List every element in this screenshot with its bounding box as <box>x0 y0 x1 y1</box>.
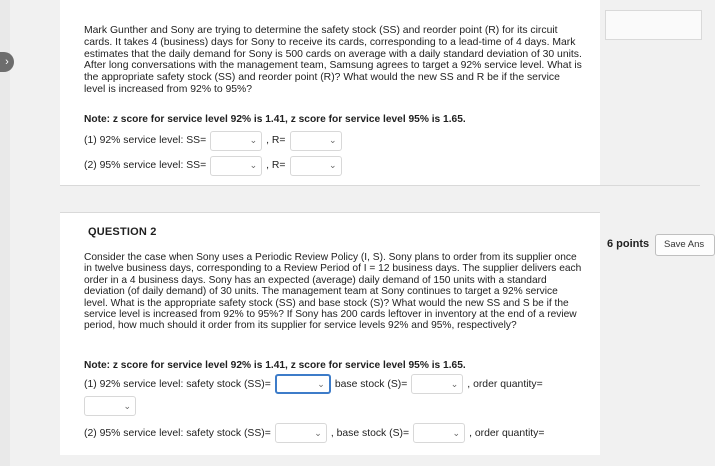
chevron-down-icon: ⌄ <box>450 378 459 389</box>
right-divider <box>600 185 700 186</box>
q1-answer-row-1 <box>84 131 342 151</box>
chevron-down-icon: ⌄ <box>314 427 322 438</box>
q1-ss-95-select[interactable] <box>210 156 262 176</box>
q2-base-label-2: , base stock (S)= <box>330 427 410 439</box>
right-panel <box>600 0 700 466</box>
q1-r-95-select[interactable] <box>290 156 342 176</box>
question-2-text: Consider the case when Sony uses a Periodic Review Policy (I, S). Sony plans to order from its supplier once in twelve business days, corresponding to a Review Period of I = 12 business days. The supplier delivers each order in a 4 business days. Sony has an expected (average) daily demand of 150 units with a standard deviation (of daily demand) of 30 units. The management team at Sony continues to target a 92% service level. What is the appropriate safety stock (SS) and base stock (S)? What would the new SS and S be if the service level is increased from 92% to 95%? If Sony has 200 cards leftover in inventory at the end of a review period, how much should it order from its supplier for service levels 92% and 95%, respectively? <box>84 252 582 332</box>
q1-r-label: , R= <box>266 135 286 147</box>
q2-row1-label: (1) 92% service level: safety stock (SS)= <box>84 378 271 390</box>
q2-row2-label: (2) 95% service level: safety stock (SS)= <box>84 427 271 439</box>
q2-base-95-select[interactable] <box>413 423 465 443</box>
q2-ss-95-select[interactable] <box>275 423 327 443</box>
save-area-box <box>605 10 702 40</box>
q2-order-label-2: , order quantity= <box>469 427 545 439</box>
q1-r-label-2: , R= <box>266 160 286 172</box>
q1-row2-label: (2) 95% service level: SS= <box>84 160 207 172</box>
q2-answer-row-2 <box>84 423 544 443</box>
chevron-down-icon: ⌄ <box>249 160 258 171</box>
question-2-header: QUESTION 2 <box>88 226 157 238</box>
question-1-note: Note: z score for service level 92% is 1.41, z score for service level 95% is 1.65. <box>84 114 466 125</box>
q2-base-label: base stock (S)= <box>334 378 408 390</box>
chevron-down-icon: ⌄ <box>328 135 337 146</box>
q2-base-92-select[interactable] <box>411 374 463 394</box>
chevron-down-icon: ⌄ <box>328 160 337 171</box>
chevron-down-icon: ⌄ <box>123 400 131 411</box>
side-toggle-button[interactable] <box>0 52 14 72</box>
question-1-text: Mark Gunther and Sony are trying to determine the safety stock (SS) and reorder point (R) for its circuit cards. It takes 4 (business) days for Sony to receive its cards, corresponding to a lead-time of 4 days. Mark estimates that the daily demand for Sony is 500 cards on average with a daily standard deviation of 30 units. After long conversations with the management team, Samsung agrees to target a 92% service level. What is the appropriate safety stock (SS) and reorder point (R)? What would the new SS and R be if the service level is increased from 92% to 95%? <box>84 25 582 95</box>
question-2-note: Note: z score for service level 92% is 1.41, z score for service level 95% is 1.65. <box>84 360 466 371</box>
q2-ss-92-select[interactable] <box>275 374 331 394</box>
q1-r-92-select[interactable] <box>290 131 342 151</box>
save-answer-button[interactable]: Save Ans <box>655 234 715 256</box>
q2-order-92-row <box>84 396 136 416</box>
chevron-down-icon: ⌄ <box>249 135 258 146</box>
q1-ss-92-select[interactable] <box>210 131 262 151</box>
q1-row1-label: (1) 92% service level: SS= <box>84 135 207 147</box>
chevron-down-icon: ⌄ <box>317 378 325 389</box>
q1-answer-row-2 <box>84 156 342 176</box>
question-1-panel <box>60 15 600 205</box>
q2-order-label: , order quantity= <box>467 378 543 390</box>
q2-answer-row-1 <box>84 374 543 394</box>
question-2-points: 6 points <box>607 238 650 250</box>
chevron-down-icon: ⌄ <box>452 427 461 438</box>
q2-order-92-select[interactable] <box>84 396 136 416</box>
arrow-right-icon: › <box>5 56 9 68</box>
